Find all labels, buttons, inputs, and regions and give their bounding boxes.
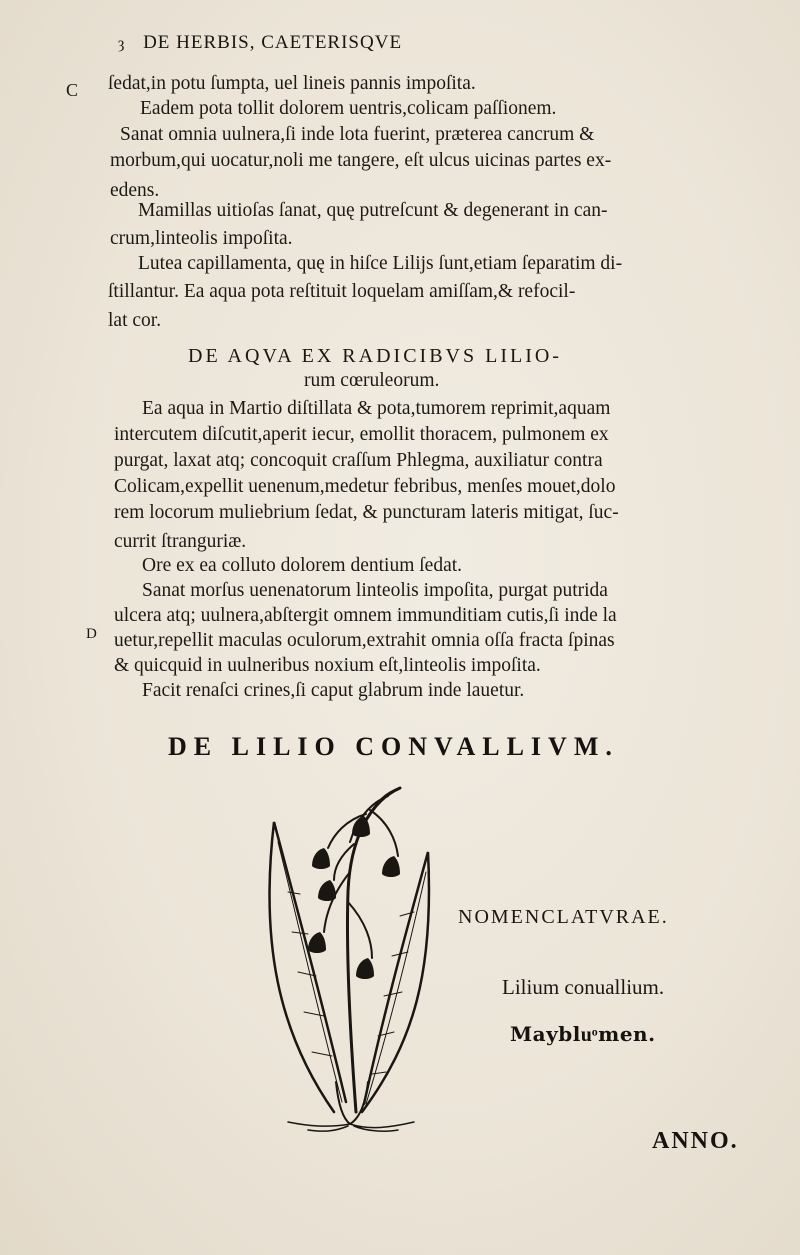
text-line: Sanat omnia uulnera,ſi inde lota fuerint, præterea cancrum & — [120, 124, 595, 145]
text-line: currit ſtranguriæ. — [114, 531, 247, 552]
text-line: Mamillas uitioſas ſanat, quę putreſcunt & degenerant in can- — [138, 200, 608, 221]
text-line: ulcera atq; uulnera,abſtergit omnem immunditiam cutis,ſi inde la — [114, 605, 617, 626]
section-heading: DE AQVA EX RADICIBVS LILIO- — [188, 345, 562, 367]
text-line: ſtillantur. Ea aqua pota reſtituit loquelam amiſſam,& refocil- — [108, 281, 576, 302]
text-line: rem locorum muliebrium ſedat, & puncturam lateris mitigat, ſuc- — [114, 502, 619, 523]
text-line: edens. — [110, 180, 160, 201]
signature-mark: ȝ — [118, 35, 126, 52]
text-line: intercutem diſcutit,aperit iecur, emollit thoracem, pulmonem ex — [114, 424, 609, 445]
text-line: purgat, laxat atq; concoquit craſſum Phlegma, auxiliatur contra — [114, 450, 603, 471]
text-line: Colicam,expellit uenenum,medetur febribus, menſes mouet,dolo — [114, 476, 616, 497]
text-line: crum,linteolis impoſita. — [110, 228, 293, 249]
text-line: Facit renaſci crines,ſi caput glabrum inde lauetur. — [142, 680, 525, 701]
text-line: Sanat morſus uenenatorum linteolis impoſita, purgat putrida — [142, 580, 608, 601]
text-line: lat cor. — [108, 310, 162, 331]
text-line: Ore ex ea colluto dolorem dentium ſedat. — [142, 555, 463, 576]
text-line: morbum,qui uocatur,noli me tangere, eſt ulcus uicinas partes ex- — [110, 150, 612, 171]
text-line: Eadem pota tollit dolorem uentris,colicam paſſionem. — [140, 98, 557, 119]
page-title: DE HERBIS, CAETERISQVE — [143, 32, 403, 53]
text-line: Lutea capillamenta, quę in hiſce Lilijs ſunt,etiam ſeparatim di- — [138, 253, 623, 274]
catchword: ANNO. — [652, 1128, 739, 1154]
nomenclature-heading: NOMENCLATVRAE. — [458, 906, 669, 928]
margin-letter-d: D — [86, 626, 97, 642]
running-header — [118, 32, 678, 54]
margin-letter-c: C — [66, 80, 79, 100]
text-line: uetur,repellit maculas oculorum,extrahit omnia oſſa fracta ſpinas — [114, 630, 615, 651]
text-line: Ea aqua in Martio diſtillata & pota,tumorem reprimit,aquam — [142, 398, 611, 419]
latin-name: Lilium conuallium. — [502, 975, 665, 999]
text-line: & quicquid in uulneribus noxium eſt,linteolis impoſita. — [114, 655, 541, 676]
text-line: ſedat,in potu ſumpta, uel lineis pannis impoſita. — [108, 73, 476, 94]
german-name: Maybluͦmen. — [510, 1022, 656, 1046]
section-heading-continuation: rum cœruleorum. — [304, 370, 440, 391]
lily-of-the-valley-woodcut — [238, 782, 458, 1132]
section-heading: DE LILIO CONVALLIVM. — [168, 732, 619, 761]
